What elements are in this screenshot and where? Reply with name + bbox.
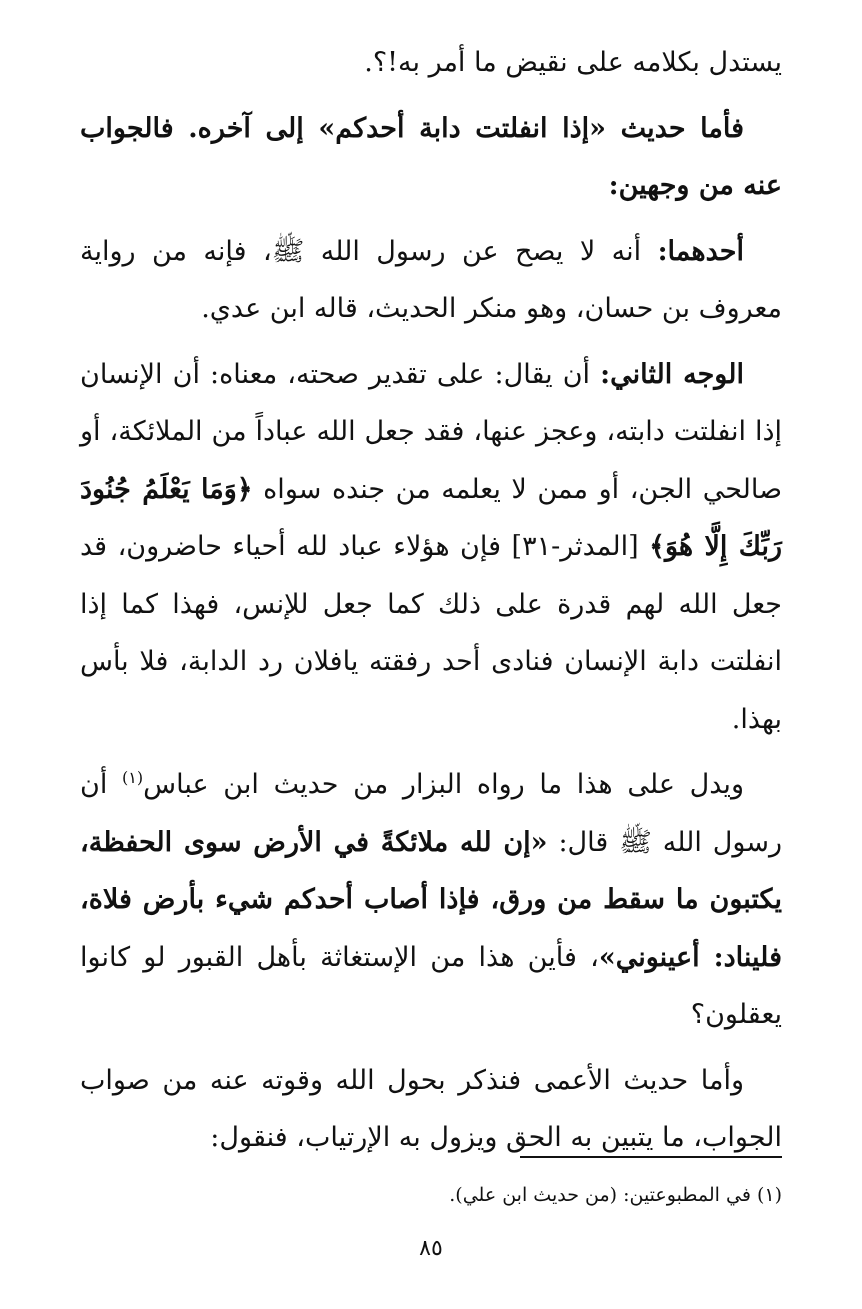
body-text: وأما حديث الأعمى فنذكر بحول الله وقوته عنه من صواب الجواب، ما يتبين به الحق ويزول به الإرتياب، فنقول:	[80, 1064, 782, 1153]
paragraph	[80, 756, 782, 1044]
body-text: [المدثر-٣١] فإن هؤلاء عباد لله أحياء حاضرون، قد جعل الله لهم قدرة على ذلك كما جعل للإنس، فهذا كما إذا انفلتت دابة الإنسان فنادى أحد رفقته يافلان رد الدابة، فلا بأس بهذا.	[80, 531, 782, 735]
body-text: ، فأين هذا من الإستغاثة بأهل القبور لو كانوا يعقلون؟	[80, 941, 782, 1030]
footnote: (١) في المطبوعتين: (من حديث ابن علي).	[449, 1184, 782, 1206]
bold-text: أحدهما:	[657, 235, 744, 267]
paragraph	[80, 34, 782, 92]
body-text: أن يقال: على تقدير صحته، معناه: أن الإنسان إذا انفلتت دابته، وعجز عنها، فقد جعل الله عباداً من الملائكة، أو صالحي الجن، أو ممن لا يعلمه من جنده سواه	[80, 358, 783, 505]
body-text: أنه لا يصح عن رسول الله ﷺ، فإنه من رواية معروف بن حسان، وهو منكر الحديث، قاله ابن عدي.	[80, 235, 782, 324]
page-number: ٨٥	[419, 1236, 443, 1261]
bold-text: فأما حديث «إذا انفلتت دابة أحدكم» إلى آخره. فالجواب عنه من وجهين:	[80, 112, 782, 201]
paragraph	[80, 100, 782, 215]
paragraph	[80, 1052, 782, 1167]
body-text: يستدل بكلامه على نقيض ما أمر به!؟.	[364, 47, 782, 78]
body-text: ويدل على هذا ما رواه البزار من حديث ابن عباس	[143, 769, 744, 800]
body-text: أن رسول الله ﷺ قال:	[80, 769, 782, 858]
bold-text: «إن لله ملائكةً في الأرض سوى الحفظة، يكتبون ما سقط من ورق، فإذا أصاب أحدكم شيء بأرض فلاة، فليناد: أعينوني»	[80, 826, 782, 973]
main-text	[80, 34, 782, 1175]
bold-text: ﴿وَمَا يَعْلَمُ جُنُودَ رَبِّكَ إِلَّا هُوَ﴾	[80, 473, 782, 562]
paragraph	[80, 346, 782, 749]
footnote-marker: (١)	[122, 768, 144, 787]
bold-text: الوجه الثاني:	[600, 358, 744, 390]
paragraph	[80, 223, 782, 338]
footnote-divider	[520, 1156, 782, 1158]
